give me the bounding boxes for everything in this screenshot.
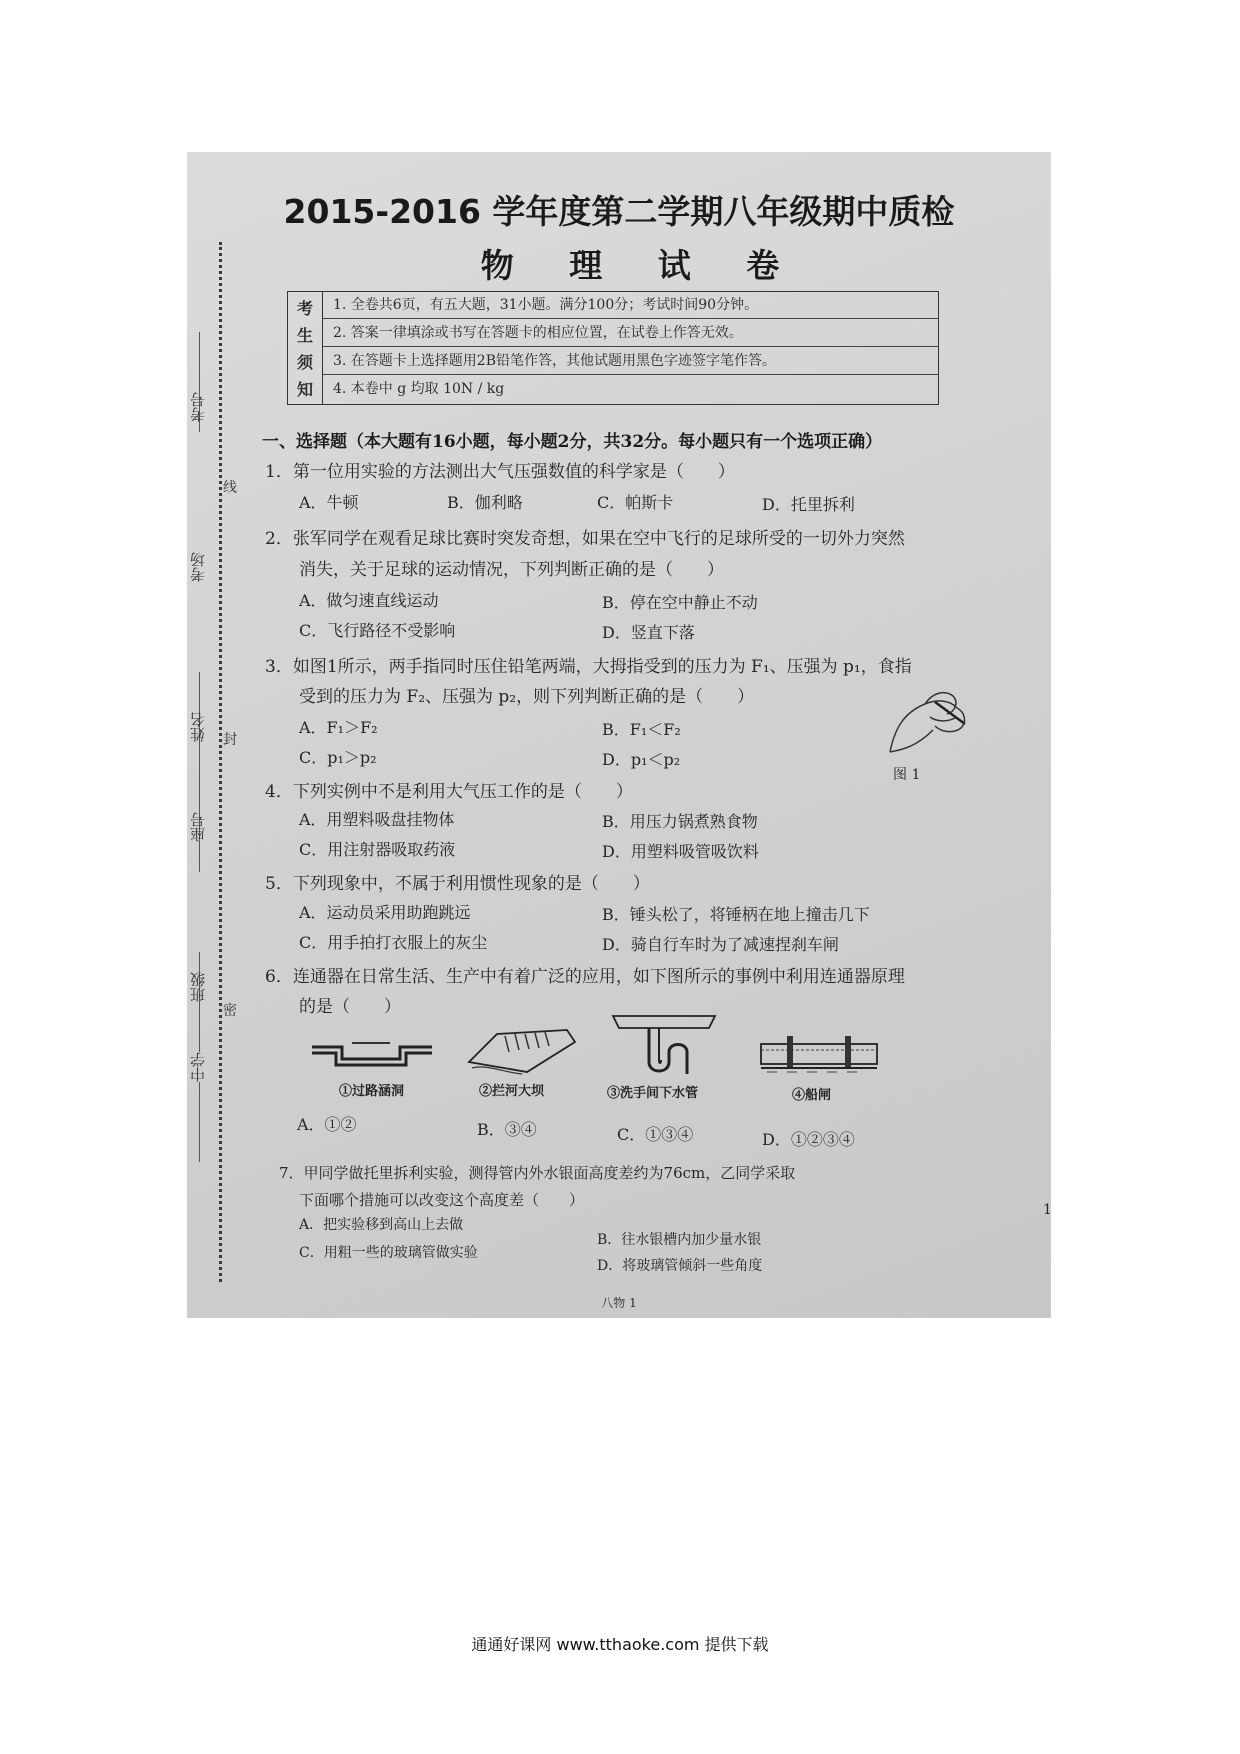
question-5: 5．下列现象中，不属于利用惯性现象的是（ ） xyxy=(265,874,650,894)
q7-option-a: A．把实验移到高山上去做 xyxy=(299,1217,464,1233)
download-watermark: 通通好课网 www.tthaoke.com 提供下载 xyxy=(471,1635,769,1654)
margin-label-name: 姓名 xyxy=(189,712,207,742)
q7-option-c: C．用粗一些的玻璃管做实验 xyxy=(299,1245,478,1261)
question-4: 4．下列实例中不是利用大气压工作的是（ ） xyxy=(265,782,633,802)
question-7-line-1: 7．甲同学做托里拆利实验，测得管内外水银面高度差约为76cm，乙同学采取 xyxy=(279,1164,796,1182)
exam-photo xyxy=(187,152,1051,1318)
q2-option-c: C．飞行路径不受影响 xyxy=(299,621,456,640)
q5-option-a: A．运动员采用助跑跳远 xyxy=(299,903,471,922)
q5-option-b: B．锤头松了，将锤柄在地上撞击几下 xyxy=(602,905,870,924)
exam-subtitle: 物 理 试 卷 xyxy=(480,246,802,285)
question-2-line-2: 消失，关于足球的运动情况，下列判断正确的是（ ） xyxy=(299,560,724,580)
q4-option-b: B．用压力锅煮熟食物 xyxy=(602,812,758,831)
question-3-line-1: 3．如图1所示，两手指同时压住铅笔两端，大拇指受到的压力为 F₁、压强为 p₁，食指 xyxy=(265,657,912,677)
q2-option-b: B．停在空中静止不动 xyxy=(602,593,758,612)
figure-ship-lock-illustration xyxy=(757,1030,882,1078)
margin-label-exam-room: 考场 xyxy=(189,552,207,582)
notice-row: 2. 答案一律填涂或书写在答题卡的相应位置，在试卷上作答无效。 xyxy=(323,320,938,347)
seal-mark-line: 线 xyxy=(223,480,237,496)
figure-culvert-illustration xyxy=(312,1037,432,1077)
question-6-line-2: 的是（ ） xyxy=(299,997,401,1017)
figure-label-ship-lock: ④船闸 xyxy=(792,1088,832,1103)
notice-row: 1. 全卷共6页，有五大题，31小题。满分100分；考试时间90分钟。 xyxy=(323,292,938,319)
notice-side-char: 生 xyxy=(296,326,313,345)
binding-dotted-line xyxy=(219,242,222,1282)
section-heading: 一、选择题（本大题有16小题，每小题2分，共32分。每小题只有一个选项正确） xyxy=(262,432,883,452)
q1-option-d: D．托里拆利 xyxy=(762,495,855,514)
q6-option-b: B．③④ xyxy=(477,1120,537,1139)
question-1: 1．第一位用实验的方法测出大气压强数值的科学家是（ ） xyxy=(265,462,735,482)
notice-row: 4. 本卷中 g 均取 10N / kg xyxy=(333,381,505,397)
figure-label-sink-drain: ③洗手间下水管 xyxy=(607,1086,699,1101)
q5-option-c: C．用手拍打衣服上的灰尘 xyxy=(299,933,488,952)
q4-option-a: A．用塑料吸盘挂物体 xyxy=(299,810,455,829)
figure-label-culvert: ①过路涵洞 xyxy=(339,1084,405,1099)
question-3-line-2: 受到的压力为 F₂、压强为 p₂，则下列判断正确的是（ ） xyxy=(299,687,755,707)
notice-side-char: 考 xyxy=(296,299,313,318)
q7-option-b: B．往水银槽内加少量水银 xyxy=(597,1232,762,1248)
q1-option-a: A．牛顿 xyxy=(299,493,359,512)
q3-option-a: A．F₁＞F₂ xyxy=(299,718,378,737)
notice-side-label xyxy=(288,292,323,404)
right-edge-mark: 1 xyxy=(1043,1202,1052,1218)
notice-side-char: 知 xyxy=(296,380,313,399)
q7-option-d: D．将玻璃管倾斜一些角度 xyxy=(597,1258,763,1274)
q1-option-c: C．帕斯卡 xyxy=(597,493,674,512)
margin-label-class: 班级 xyxy=(189,972,207,1002)
figure-dam-illustration xyxy=(467,1022,577,1077)
question-7-line-2: 下面哪个措施可以改变这个高度差（ ） xyxy=(299,1191,585,1209)
q4-option-c: C．用注射器吸取药液 xyxy=(299,840,456,859)
seal-mark-secret: 密 xyxy=(223,1003,237,1019)
notice-row: 3. 在答题卡上选择题用2B铅笔作答，其他试题用黑色字迹签字笔作答。 xyxy=(323,348,938,375)
binding-blank-line xyxy=(199,1082,200,1162)
notice-side-char: 须 xyxy=(296,353,313,372)
q2-option-a: A．做匀速直线运动 xyxy=(299,591,439,610)
question-2-line-1: 2．张军同学在观看足球比赛时突发奇想，如果在空中飞行的足球所受的一切外力突然 xyxy=(265,529,905,549)
seal-mark-seal: 封 xyxy=(223,732,237,748)
q4-option-d: D．用塑料吸管吸饮料 xyxy=(602,842,759,861)
q1-option-b: B．伽利略 xyxy=(447,493,523,512)
exam-title: 2015-2016 学年度第二学期八年级期中质检 xyxy=(283,192,955,231)
page-footer: 八物 1 xyxy=(601,1296,637,1310)
figure-1-hand-pencil-illustration xyxy=(875,682,995,762)
q6-option-c: C．①③④ xyxy=(617,1125,694,1144)
q3-option-d: D．p₁＜p₂ xyxy=(602,750,681,769)
q3-option-b: B．F₁＜F₂ xyxy=(602,720,681,739)
margin-label-seat: 座号 xyxy=(189,812,207,842)
candidate-notice-box xyxy=(287,291,939,405)
figure-sink-drain-illustration xyxy=(609,1012,719,1080)
q2-option-d: D．竖直下落 xyxy=(602,623,695,642)
q6-option-a: A．①② xyxy=(297,1115,357,1134)
binding-blank-line xyxy=(199,952,200,1052)
binding-blank-line xyxy=(199,672,200,872)
q3-option-c: C．p₁＞p₂ xyxy=(299,748,377,767)
figure-1-label: 图 1 xyxy=(893,767,921,783)
margin-label-school: 中学 xyxy=(189,1052,207,1082)
question-6-line-1: 6．连通器在日常生活、生产中有着广泛的应用，如下图所示的事例中利用连通器原理 xyxy=(265,967,905,987)
margin-label-exam-number: 考号 xyxy=(189,392,207,422)
q5-option-d: D．骑自行车时为了减速捏刹车闸 xyxy=(602,935,839,954)
q6-option-d: D．①②③④ xyxy=(762,1130,855,1149)
figure-label-dam: ②拦河大坝 xyxy=(479,1084,545,1099)
